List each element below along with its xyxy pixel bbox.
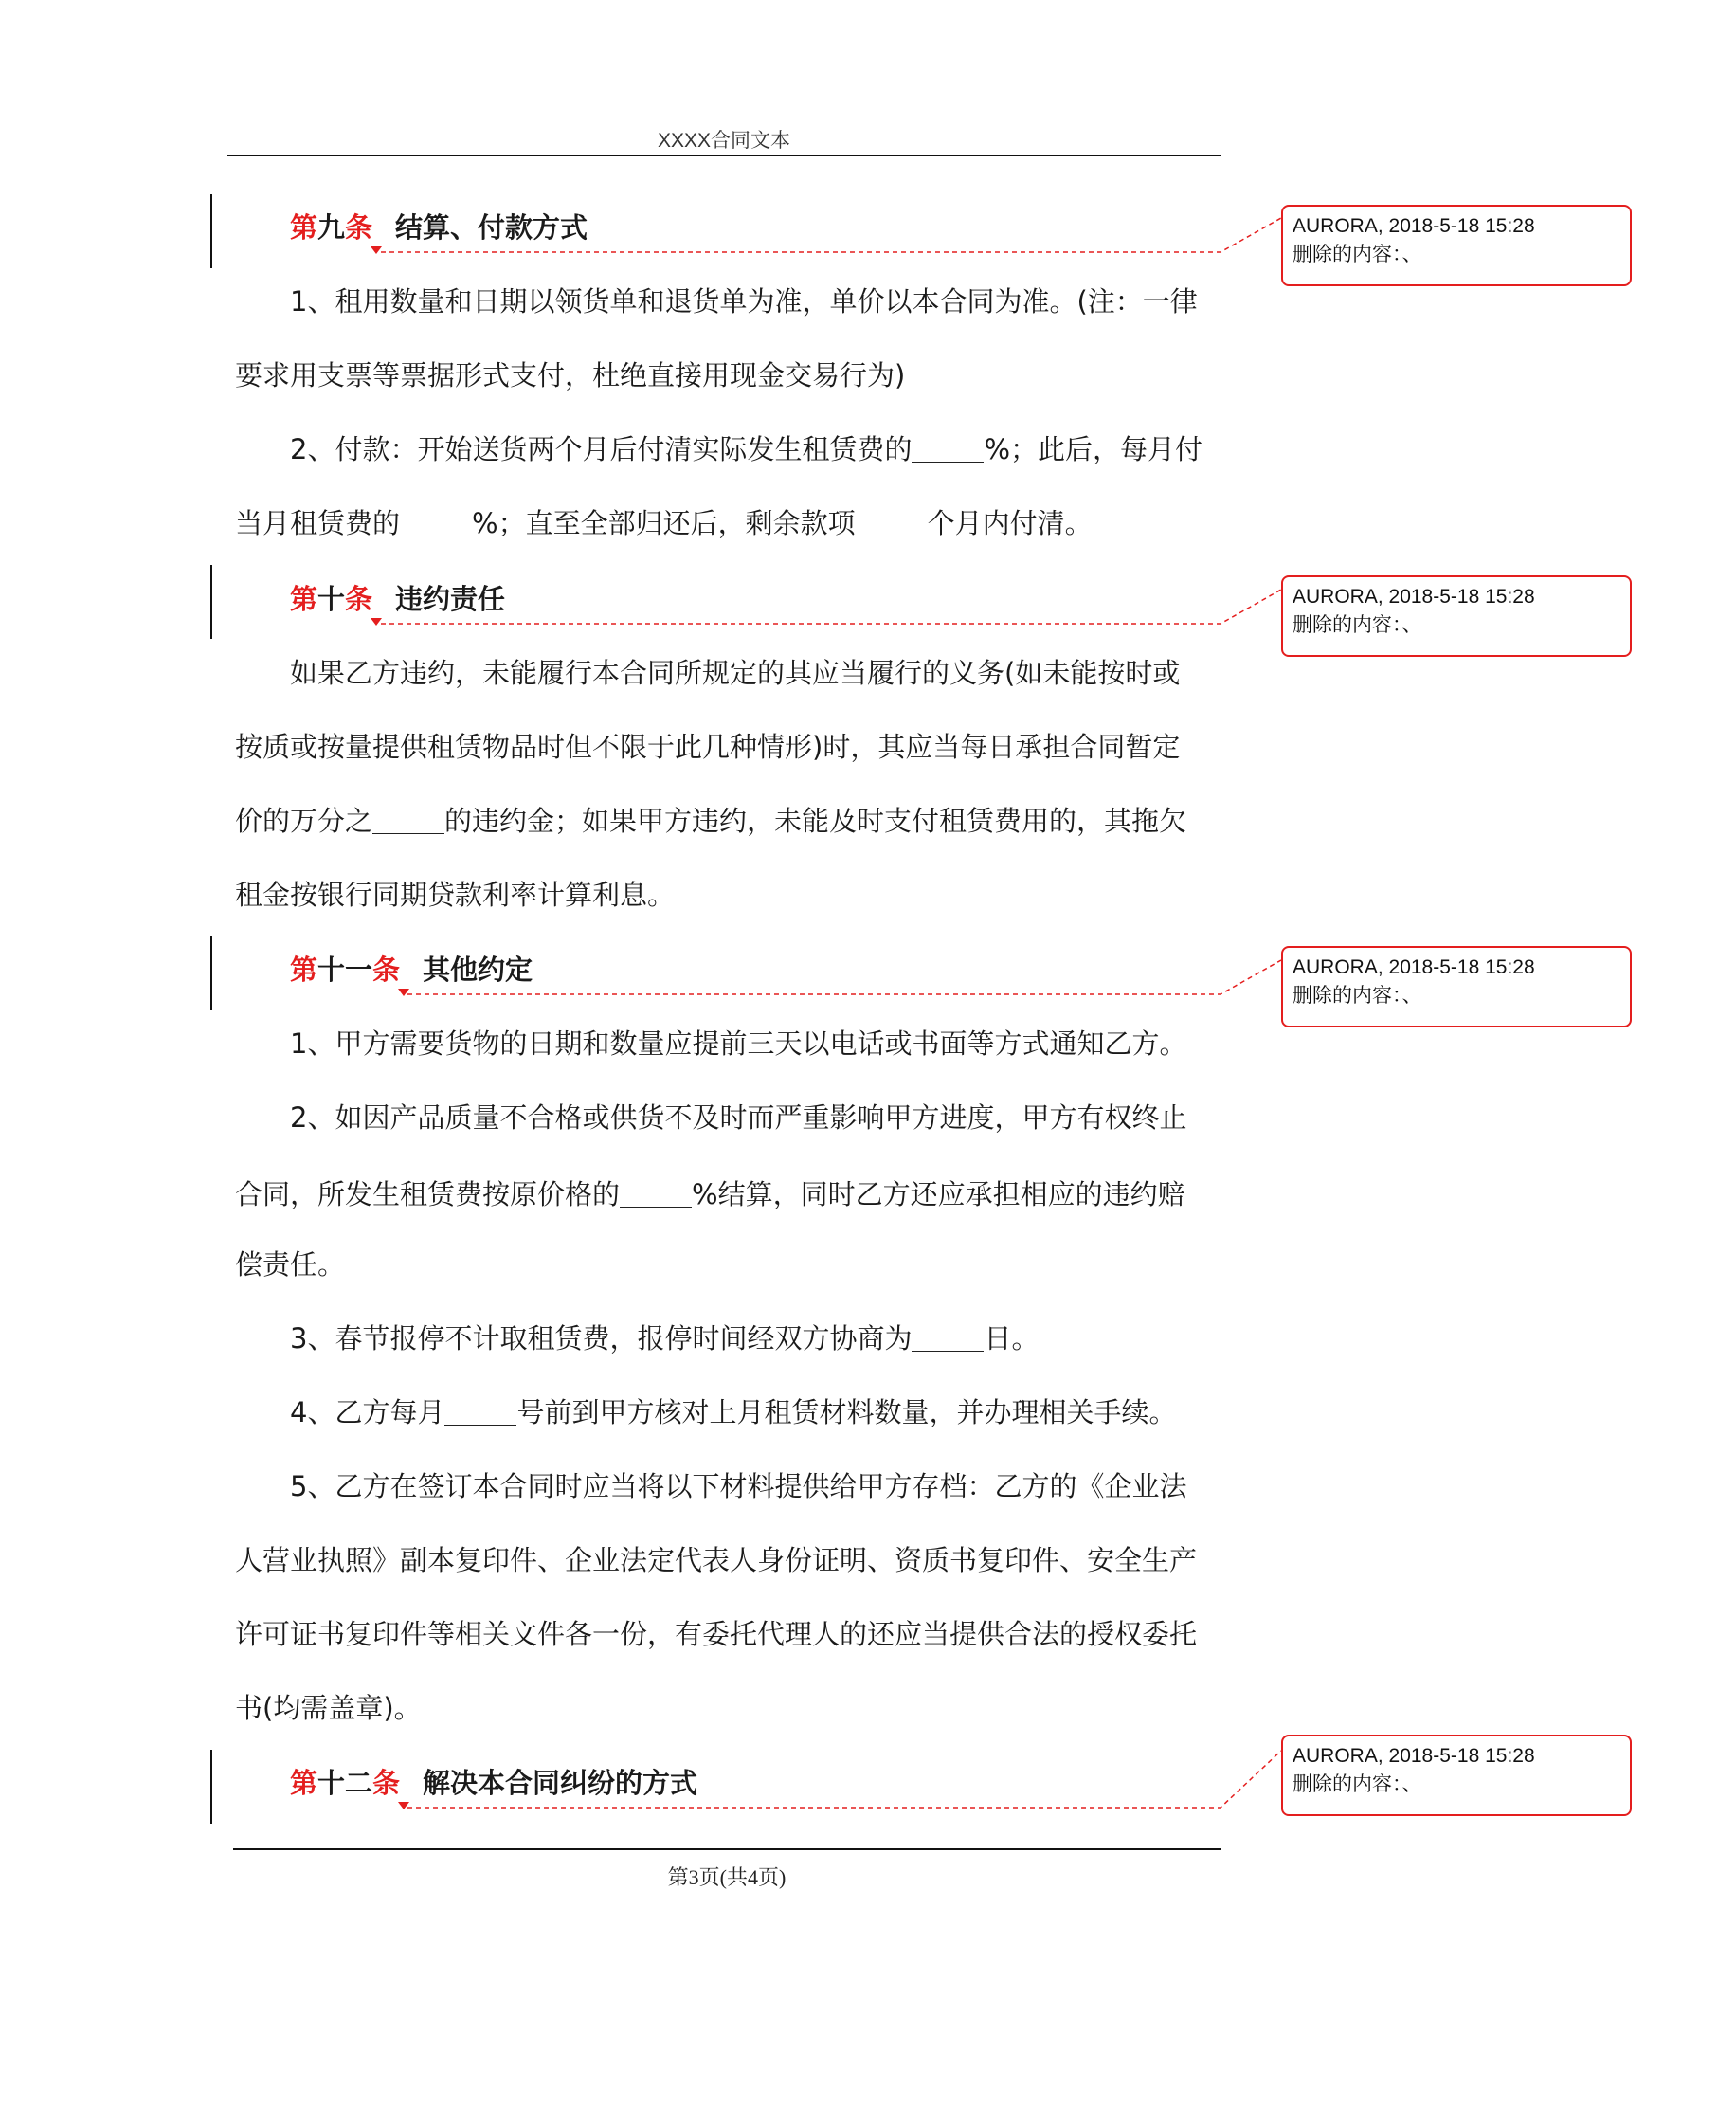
- paragraph-line: 要求用支票等票据形式支付，杜绝直接用现金交易行为): [235, 359, 906, 391]
- text-run: 个月内付清。: [927, 507, 1093, 539]
- comment-content: 删除的内容：、: [1293, 244, 1422, 265]
- article-title: 违约责任: [395, 583, 506, 615]
- article-suffix: 条: [372, 954, 401, 986]
- revision-caret-icon: [398, 989, 409, 996]
- fill-in-blank[interactable]: [912, 435, 984, 463]
- fill-in-blank[interactable]: [444, 1398, 516, 1426]
- fill-in-blank[interactable]: [856, 509, 928, 536]
- paragraph-line: [290, 1393, 1221, 1431]
- comment-author-time: AURORA, 2018-5-18 15:28: [1293, 1745, 1535, 1767]
- comment-author-time: AURORA, 2018-5-18 15:28: [1293, 956, 1535, 978]
- paragraph-line: [235, 802, 1221, 840]
- text-run: 3、春节报停不计取租赁费，报停时间经双方协商为: [290, 1322, 913, 1354]
- article-suffix: 条: [372, 1767, 401, 1799]
- text-run: 价的万分之: [235, 805, 373, 837]
- paragraph-line: 书(均需盖章)。: [235, 1692, 422, 1724]
- revision-caret-icon: [371, 618, 382, 626]
- text-run: 当月租赁费的: [235, 507, 401, 539]
- fill-in-blank[interactable]: [620, 1180, 692, 1208]
- text-run: 日。: [984, 1322, 1040, 1354]
- comment-content: 删除的内容：、: [1293, 1773, 1422, 1795]
- page-number: 第3页(共4页): [667, 1865, 787, 1889]
- article-11-heading: [290, 951, 1221, 996]
- revision-caret-icon: [398, 1802, 409, 1809]
- fill-in-blank[interactable]: [400, 509, 472, 536]
- text-run: 合同，所发生租赁费按原价格的: [235, 1178, 621, 1210]
- paragraph-line: 1、租用数量和日期以领货单和退货单为准，单价以本合同为准。(注：一律: [290, 285, 1198, 318]
- text-run: %；直至全部归还后，剩余款项: [472, 507, 856, 539]
- paragraph-line: [290, 1319, 1221, 1357]
- article-title: 其他约定: [423, 954, 533, 986]
- paragraph-line: 2、如因产品质量不合格或供货不及时而严重影响甲方进度，甲方有权终止: [290, 1101, 1187, 1134]
- paragraph-line: 5、乙方在签订本合同时应当将以下材料提供给甲方存档：乙方的《企业法: [290, 1470, 1187, 1502]
- paragraph-line: 1、甲方需要货物的日期和数量应提前三天以电话或书面等方式通知乙方。: [290, 1027, 1187, 1060]
- page-header: XXXX合同文本: [657, 130, 791, 152]
- text-run: 4、乙方每月: [290, 1396, 445, 1428]
- paragraph-line: [290, 430, 1221, 468]
- text-run: %；此后，每月付: [984, 433, 1203, 465]
- article-9-heading: [290, 209, 1221, 254]
- text-run: 号前到甲方核对上月租赁材料数量，并办理相关手续。: [516, 1396, 1177, 1428]
- text-run: 2、付款：开始送货两个月后付清实际发生租赁费的: [290, 433, 913, 465]
- footer-rule: [233, 1848, 1221, 1850]
- revision-comment-balloon[interactable]: [1281, 575, 1632, 657]
- fill-in-blank[interactable]: [912, 1324, 984, 1352]
- text-run: %结算，同时乙方还应承担相应的违约赔: [692, 1178, 1185, 1210]
- comment-content: 删除的内容：、: [1293, 614, 1422, 636]
- paragraph-line: [235, 504, 1221, 542]
- revision-caret-icon: [371, 246, 382, 254]
- article-title: 解决本合同纠纷的方式: [423, 1767, 698, 1799]
- comment-author-time: AURORA, 2018-5-18 15:28: [1293, 586, 1535, 608]
- article-prefix: 第: [290, 954, 318, 986]
- article-suffix: 条: [345, 211, 373, 244]
- paragraph-line: 如果乙方违约，未能履行本合同所规定的其应当履行的义务(如未能按时或: [290, 657, 1181, 689]
- article-number: 十: [317, 583, 346, 615]
- article-title: 结算、付款方式: [395, 211, 588, 244]
- comment-author-time: AURORA, 2018-5-18 15:28: [1293, 215, 1535, 237]
- paragraph-line: 租金按银行同期贷款利率计算利息。: [235, 879, 676, 911]
- text-run: 的违约金；如果甲方违约，未能及时支付租赁费用的，其拖欠: [444, 805, 1187, 837]
- paragraph-line: 按质或按量提供租赁物品时但不限于此几种情形)时，其应当每日承担合同暂定: [235, 731, 1181, 763]
- comment-content: 删除的内容：、: [1293, 985, 1422, 1007]
- paragraph-line: [235, 1175, 1221, 1213]
- article-prefix: 第: [290, 583, 318, 615]
- article-suffix: 条: [345, 583, 373, 615]
- article-10-heading: [290, 580, 1221, 626]
- paragraph-line: 许可证书复印件等相关文件各一份，有委托代理人的还应当提供合法的授权委托: [235, 1618, 1198, 1650]
- revision-comment-balloon[interactable]: [1281, 946, 1632, 1027]
- article-prefix: 第: [290, 1767, 318, 1799]
- revision-comment-balloon[interactable]: [1281, 1735, 1632, 1816]
- article-prefix: 第: [290, 211, 318, 244]
- article-number: 十一: [317, 954, 373, 986]
- paragraph-line: 人营业执照》副本复印件、企业法定代表人身份证明、资质书复印件、安全生产: [235, 1544, 1198, 1576]
- article-number: 九: [317, 211, 346, 244]
- paragraph-line: 偿责任。: [235, 1248, 346, 1281]
- revision-comment-balloon[interactable]: [1281, 205, 1632, 286]
- article-12-heading: [290, 1764, 1221, 1809]
- article-number: 十二: [317, 1767, 373, 1799]
- fill-in-blank[interactable]: [372, 807, 444, 834]
